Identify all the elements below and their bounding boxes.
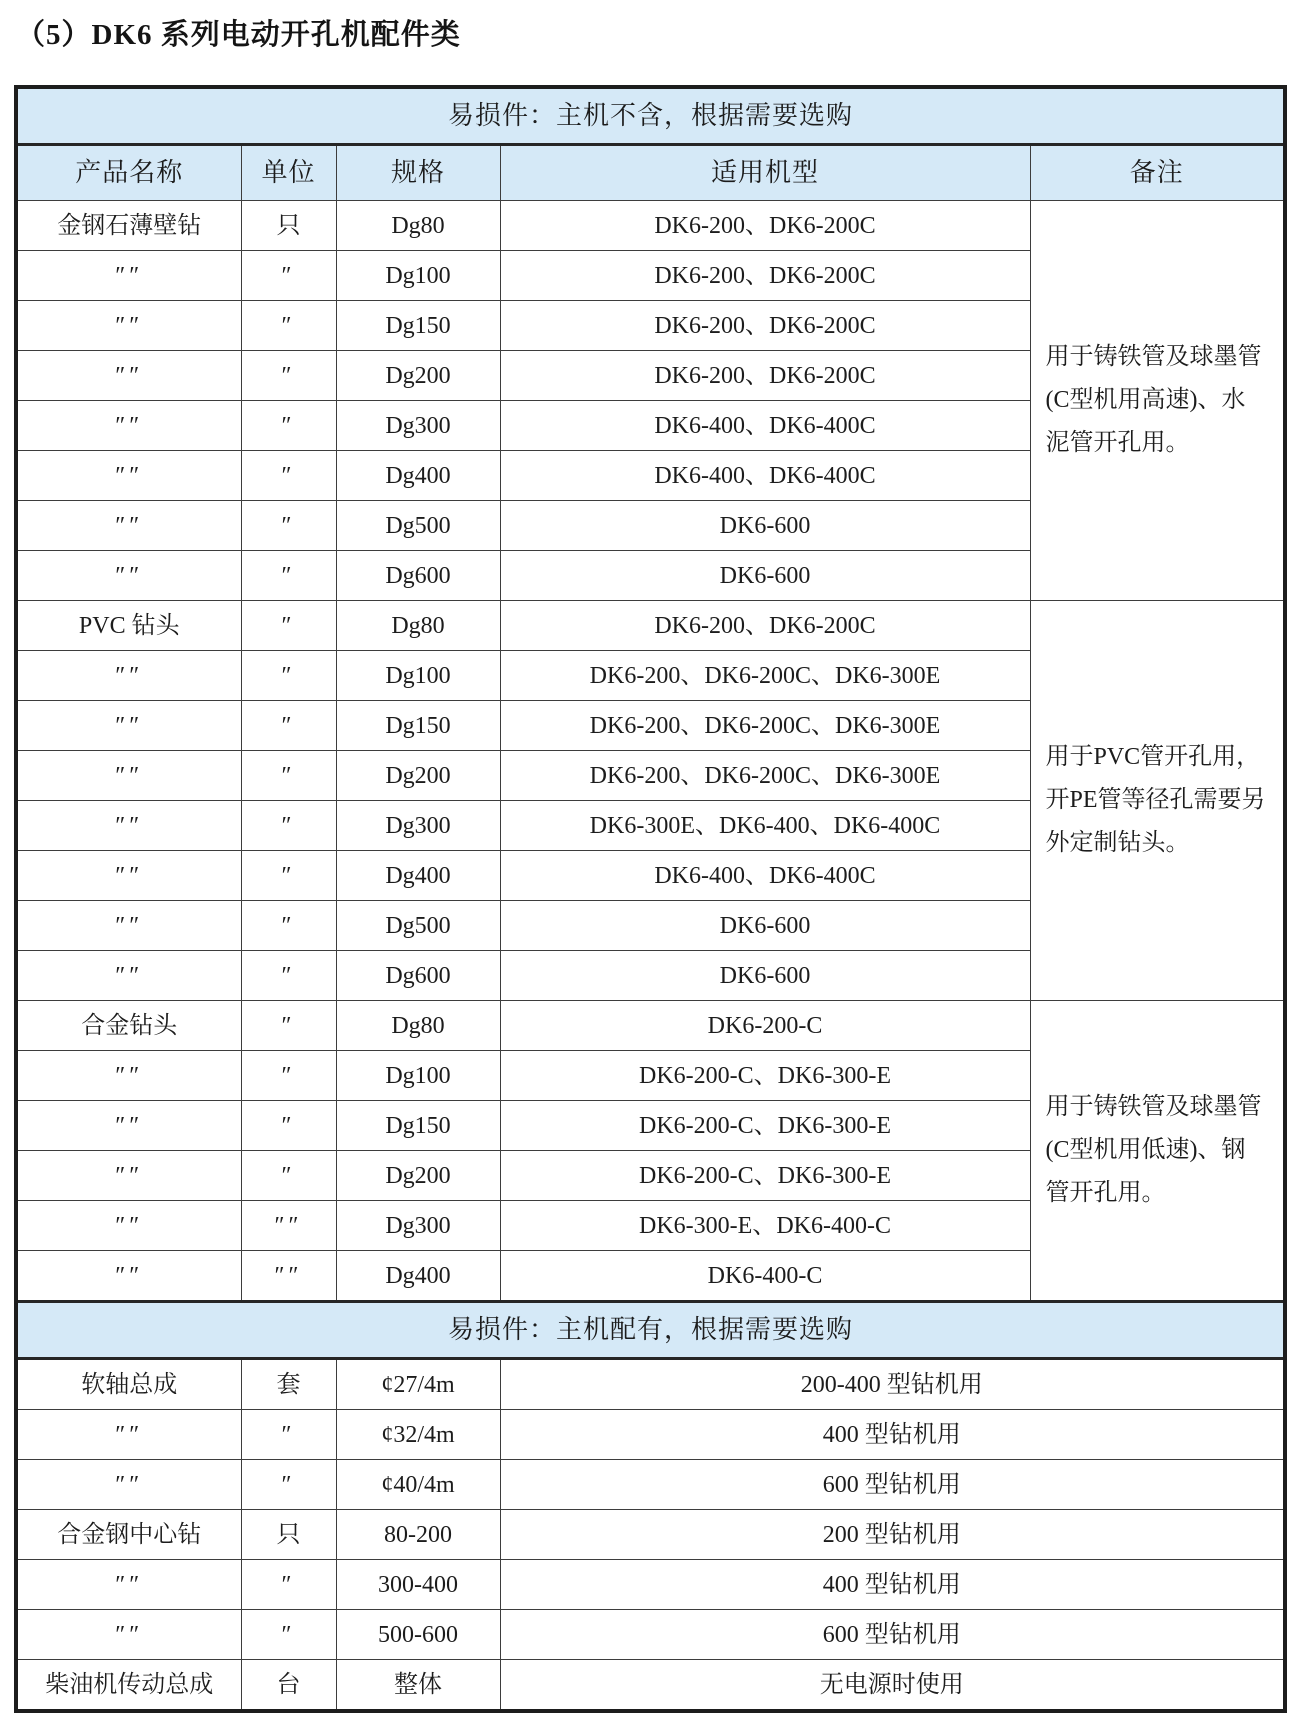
unit-cell: ″ (241, 951, 336, 1001)
unit-cell: ″ (241, 1410, 336, 1460)
band1-label: 易损件：主机不含，根据需要选购 (16, 87, 1285, 145)
product-name-cell: ″″ (16, 1051, 241, 1101)
parts-table (14, 85, 1287, 1713)
spec-cell: Dg300 (336, 401, 500, 451)
spec-cell: Dg600 (336, 951, 500, 1001)
col-header-remark: 备注 (1030, 145, 1285, 201)
machine-cell: DK6-400-C (500, 1251, 1030, 1302)
spec-cell: Dg300 (336, 1201, 500, 1251)
table-band2-body (16, 1302, 1285, 1359)
spec-cell: 整体 (336, 1660, 500, 1712)
product-name-cell: ″″ (16, 1410, 241, 1460)
product-name-cell: ″″ (16, 501, 241, 551)
machine-cell: 600 型钻机用 (500, 1610, 1285, 1660)
product-name-cell: ″″ (16, 1251, 241, 1302)
machine-cell: DK6-200、DK6-200C (500, 201, 1030, 251)
spec-cell: Dg150 (336, 301, 500, 351)
table-row (16, 1610, 1285, 1660)
spec-cell: Dg200 (336, 751, 500, 801)
product-name-cell: 软轴总成 (16, 1359, 241, 1410)
machine-cell: DK6-200、DK6-200C (500, 601, 1030, 651)
machine-cell: DK6-200-C (500, 1001, 1030, 1051)
machine-cell: DK6-200-C、DK6-300-E (500, 1151, 1030, 1201)
product-name-cell: ″″ (16, 301, 241, 351)
unit-cell: ″ (241, 1460, 336, 1510)
unit-cell: ″ (241, 701, 336, 751)
col-header-product: 产品名称 (16, 145, 241, 201)
product-name-cell: ″″ (16, 1101, 241, 1151)
table-row (16, 1510, 1285, 1560)
page-title: （5）DK6 系列电动开孔机配件类 (16, 19, 461, 51)
remark-cell: 用于铸铁管及球墨管(C型机用高速)、水泥管开孔用。 (1030, 201, 1285, 601)
table-row (16, 1460, 1285, 1510)
spec-cell: Dg80 (336, 201, 500, 251)
machine-cell: 200-400 型钻机用 (500, 1359, 1285, 1410)
product-name-cell: 合金钢中心钻 (16, 1510, 241, 1560)
machine-cell: DK6-300E、DK6-400、DK6-400C (500, 801, 1030, 851)
spec-cell: Dg150 (336, 701, 500, 751)
spec-cell: Dg80 (336, 1001, 500, 1051)
unit-cell: ″ (241, 601, 336, 651)
spec-cell: Dg300 (336, 801, 500, 851)
band2-label: 易损件：主机配有，根据需要选购 (16, 1302, 1285, 1359)
spec-cell: Dg80 (336, 601, 500, 651)
unit-cell: ″ (241, 901, 336, 951)
product-name-cell: ″″ (16, 401, 241, 451)
spec-cell: Dg600 (336, 551, 500, 601)
spec-cell: Dg200 (336, 1151, 500, 1201)
machine-cell: DK6-400、DK6-400C (500, 401, 1030, 451)
product-name-cell: ″″ (16, 651, 241, 701)
col-header-unit: 单位 (241, 145, 336, 201)
machine-cell: 200 型钻机用 (500, 1510, 1285, 1560)
spec-cell: Dg400 (336, 851, 500, 901)
unit-cell: ″ (241, 1151, 336, 1201)
unit-cell: ″ (241, 451, 336, 501)
product-name-cell: ″″ (16, 851, 241, 901)
machine-cell: DK6-200、DK6-200C、DK6-300E (500, 651, 1030, 701)
machine-cell: DK6-200、DK6-200C (500, 251, 1030, 301)
machine-cell: DK6-400、DK6-400C (500, 451, 1030, 501)
section-band-row (16, 87, 1285, 145)
product-name-cell: ″″ (16, 351, 241, 401)
upper-sections-body (16, 201, 1285, 1302)
machine-cell: 600 型钻机用 (500, 1460, 1285, 1510)
unit-cell: 只 (241, 201, 336, 251)
unit-cell: ″ (241, 501, 336, 551)
spec-cell: Dg150 (336, 1101, 500, 1151)
remark-cell: 用于铸铁管及球墨管(C型机用低速)、钢管开孔用。 (1030, 1001, 1285, 1302)
product-name-cell: ″″ (16, 801, 241, 851)
remark-cell: 用于PVC管开孔用，开PE管等径孔需要另外定制钻头。 (1030, 601, 1285, 1001)
unit-cell: ″ (241, 801, 336, 851)
spec-cell: Dg400 (336, 451, 500, 501)
product-name-cell: 金钢石薄壁钻 (16, 201, 241, 251)
section-band-row (16, 1302, 1285, 1359)
machine-cell: DK6-600 (500, 901, 1030, 951)
spec-cell: ¢27/4m (336, 1359, 500, 1410)
unit-cell: ″ (241, 1610, 336, 1660)
unit-cell: ″ (241, 551, 336, 601)
table-row (16, 1359, 1285, 1410)
unit-cell: ″ (241, 351, 336, 401)
unit-cell: ″ (241, 1101, 336, 1151)
machine-cell: DK6-200-C、DK6-300-E (500, 1101, 1030, 1151)
table-row (16, 201, 1285, 251)
table-row (16, 601, 1285, 651)
spec-cell: ¢32/4m (336, 1410, 500, 1460)
product-name-cell: 柴油机传动总成 (16, 1660, 241, 1712)
unit-cell: ″ (241, 401, 336, 451)
product-name-cell: ″″ (16, 551, 241, 601)
unit-cell: 只 (241, 1510, 336, 1560)
machine-cell: DK6-200-C、DK6-300-E (500, 1051, 1030, 1101)
unit-cell: ″″ (241, 1201, 336, 1251)
unit-cell: ″ (241, 1560, 336, 1610)
machine-cell: DK6-200、DK6-200C (500, 351, 1030, 401)
product-name-cell: ″″ (16, 1460, 241, 1510)
unit-cell: ″ (241, 851, 336, 901)
machine-cell: DK6-600 (500, 551, 1030, 601)
machine-cell: DK6-600 (500, 951, 1030, 1001)
unit-cell: ″″ (241, 1251, 336, 1302)
table-band1-body (16, 87, 1285, 201)
machine-cell: DK6-200、DK6-200C、DK6-300E (500, 751, 1030, 801)
table-row (16, 1660, 1285, 1712)
unit-cell: 套 (241, 1359, 336, 1410)
spec-cell: 500-600 (336, 1610, 500, 1660)
unit-cell: ″ (241, 1051, 336, 1101)
lower-section-body (16, 1359, 1285, 1712)
machine-cell: 400 型钻机用 (500, 1410, 1285, 1460)
unit-cell: ″ (241, 1001, 336, 1051)
spec-cell: 80-200 (336, 1510, 500, 1560)
table-row (16, 1410, 1285, 1460)
column-header-row (16, 145, 1285, 201)
product-name-cell: 合金钻头 (16, 1001, 241, 1051)
product-name-cell: ″″ (16, 1151, 241, 1201)
product-name-cell: ″″ (16, 901, 241, 951)
spec-cell: Dg500 (336, 501, 500, 551)
spec-cell: Dg100 (336, 251, 500, 301)
unit-cell: ″ (241, 751, 336, 801)
product-name-cell: ″″ (16, 751, 241, 801)
product-name-cell: ″″ (16, 1201, 241, 1251)
product-name-cell: ″″ (16, 951, 241, 1001)
machine-cell: DK6-200、DK6-200C (500, 301, 1030, 351)
spec-cell: Dg200 (336, 351, 500, 401)
spec-cell: ¢40/4m (336, 1460, 500, 1510)
machine-cell: 无电源时使用 (500, 1660, 1285, 1712)
product-name-cell: ″″ (16, 1610, 241, 1660)
col-header-machine: 适用机型 (500, 145, 1030, 201)
product-name-cell: ″″ (16, 1560, 241, 1610)
unit-cell: ″ (241, 651, 336, 701)
machine-cell: DK6-300-E、DK6-400-C (500, 1201, 1030, 1251)
unit-cell: ″ (241, 301, 336, 351)
machine-cell: DK6-400、DK6-400C (500, 851, 1030, 901)
machine-cell: DK6-600 (500, 501, 1030, 551)
product-name-cell: PVC 钻头 (16, 601, 241, 651)
unit-cell: ″ (241, 251, 336, 301)
table-row (16, 1001, 1285, 1051)
machine-cell: DK6-200、DK6-200C、DK6-300E (500, 701, 1030, 751)
product-name-cell: ″″ (16, 701, 241, 751)
unit-cell: 台 (241, 1660, 336, 1712)
table-row (16, 1560, 1285, 1610)
spec-cell: Dg100 (336, 651, 500, 701)
spec-cell: Dg500 (336, 901, 500, 951)
machine-cell: 400 型钻机用 (500, 1560, 1285, 1610)
col-header-spec: 规格 (336, 145, 500, 201)
product-name-cell: ″″ (16, 251, 241, 301)
spec-cell: Dg400 (336, 1251, 500, 1302)
spec-cell: 300-400 (336, 1560, 500, 1610)
product-name-cell: ″″ (16, 451, 241, 501)
spec-cell: Dg100 (336, 1051, 500, 1101)
